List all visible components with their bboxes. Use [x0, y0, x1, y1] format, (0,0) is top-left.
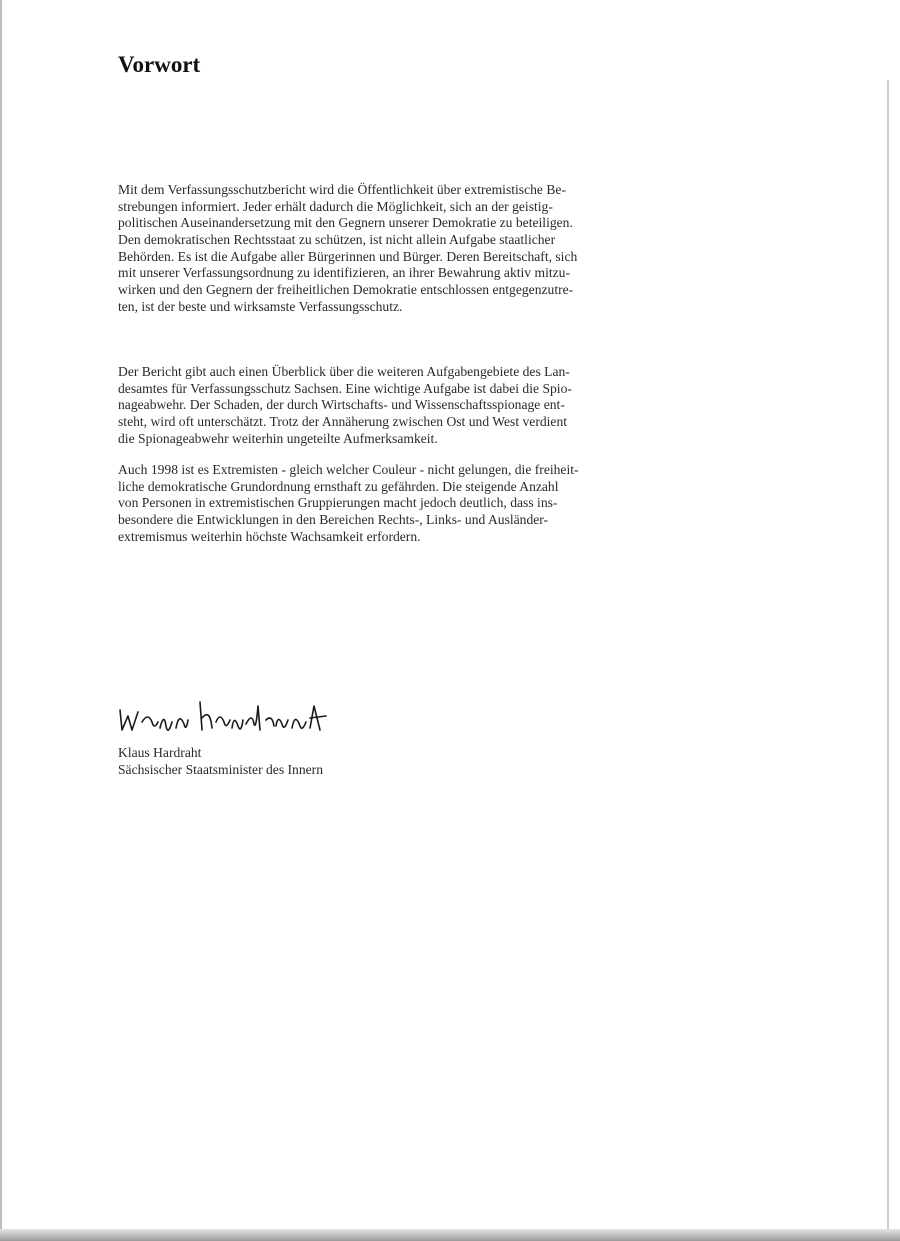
text-line: Den demokratischen Rechtsstaat zu schützen, ist nicht allein Aufgabe staatlicher	[118, 232, 556, 248]
text-line: Der Bericht gibt auch einen Überblick über die weiteren Aufgabengebiete des Lan-	[118, 364, 570, 379]
text-line: ten, ist der beste und wirksamste Verfassungsschutz.	[118, 298, 403, 314]
text-line: wirken und den Gegnern der freiheitlichen Demokratie entschlossen entgegenzutre-	[118, 282, 574, 298]
text-line: extremismus weiterhin höchste Wachsamkeit erfordern.	[118, 528, 421, 544]
text-line: die Spionageabwehr weiterhin ungeteilte Aufmerksamkeit.	[118, 430, 438, 446]
text-line: strebungen informiert. Jeder erhält dadurch die Möglichkeit, sich an der geistig-	[118, 198, 553, 214]
paragraph-2	[118, 364, 572, 447]
signer-name: Klaus Hardraht	[118, 745, 202, 760]
page-edge-left	[0, 0, 2, 1241]
paragraph-1	[118, 182, 578, 316]
signer-role: Sächsischer Staatsminister des Innern	[118, 762, 323, 777]
signer-block	[118, 744, 323, 778]
text-line: politischen Auseinandersetzung mit den Gegnern unserer Demokratie zu beteiligen.	[118, 215, 573, 231]
page-edge-bottom	[0, 1229, 900, 1241]
text-line: besondere die Entwicklungen in den Bereichen Rechts-, Links- und Ausländer-	[118, 512, 549, 528]
text-line: Behörden. Es ist die Aufgabe aller Bürgerinnen und Bürger. Deren Bereitschaft, sich	[118, 248, 578, 264]
text-line: von Personen in extremistischen Gruppierungen macht jedoch deutlich, dass ins-	[118, 495, 558, 511]
page-edge-right	[887, 80, 889, 1230]
text-line: liche demokratische Grundordnung ernsthaft zu gefährden. Die steigende Anzahl	[118, 478, 559, 494]
paragraph-3	[118, 462, 579, 545]
text-line: steht, wird oft unterschätzt. Trotz der Annäherung zwischen Ost und West verdient	[118, 414, 568, 430]
text-line: Auch 1998 ist es Extremisten - gleich welcher Couleur - nicht gelungen, die freiheit-	[118, 462, 579, 477]
text-line: desamtes für Verfassungsschutz Sachsen. Eine wichtige Aufgabe ist dabei die Spio-	[118, 380, 572, 396]
text-line: mit unserer Verfassungsordnung zu identifizieren, an ihrer Bewahrung aktiv mitzu-	[118, 265, 570, 281]
handwritten-signature	[116, 688, 366, 738]
text-line: nageabwehr. Der Schaden, der durch Wirtschafts- und Wissenschaftsspionage ent-	[118, 397, 565, 413]
text-line: Mit dem Verfassungsschutzbericht wird die Öffentlichkeit über extremistische Be-	[118, 182, 566, 197]
page-title: Vorwort	[118, 52, 201, 77]
